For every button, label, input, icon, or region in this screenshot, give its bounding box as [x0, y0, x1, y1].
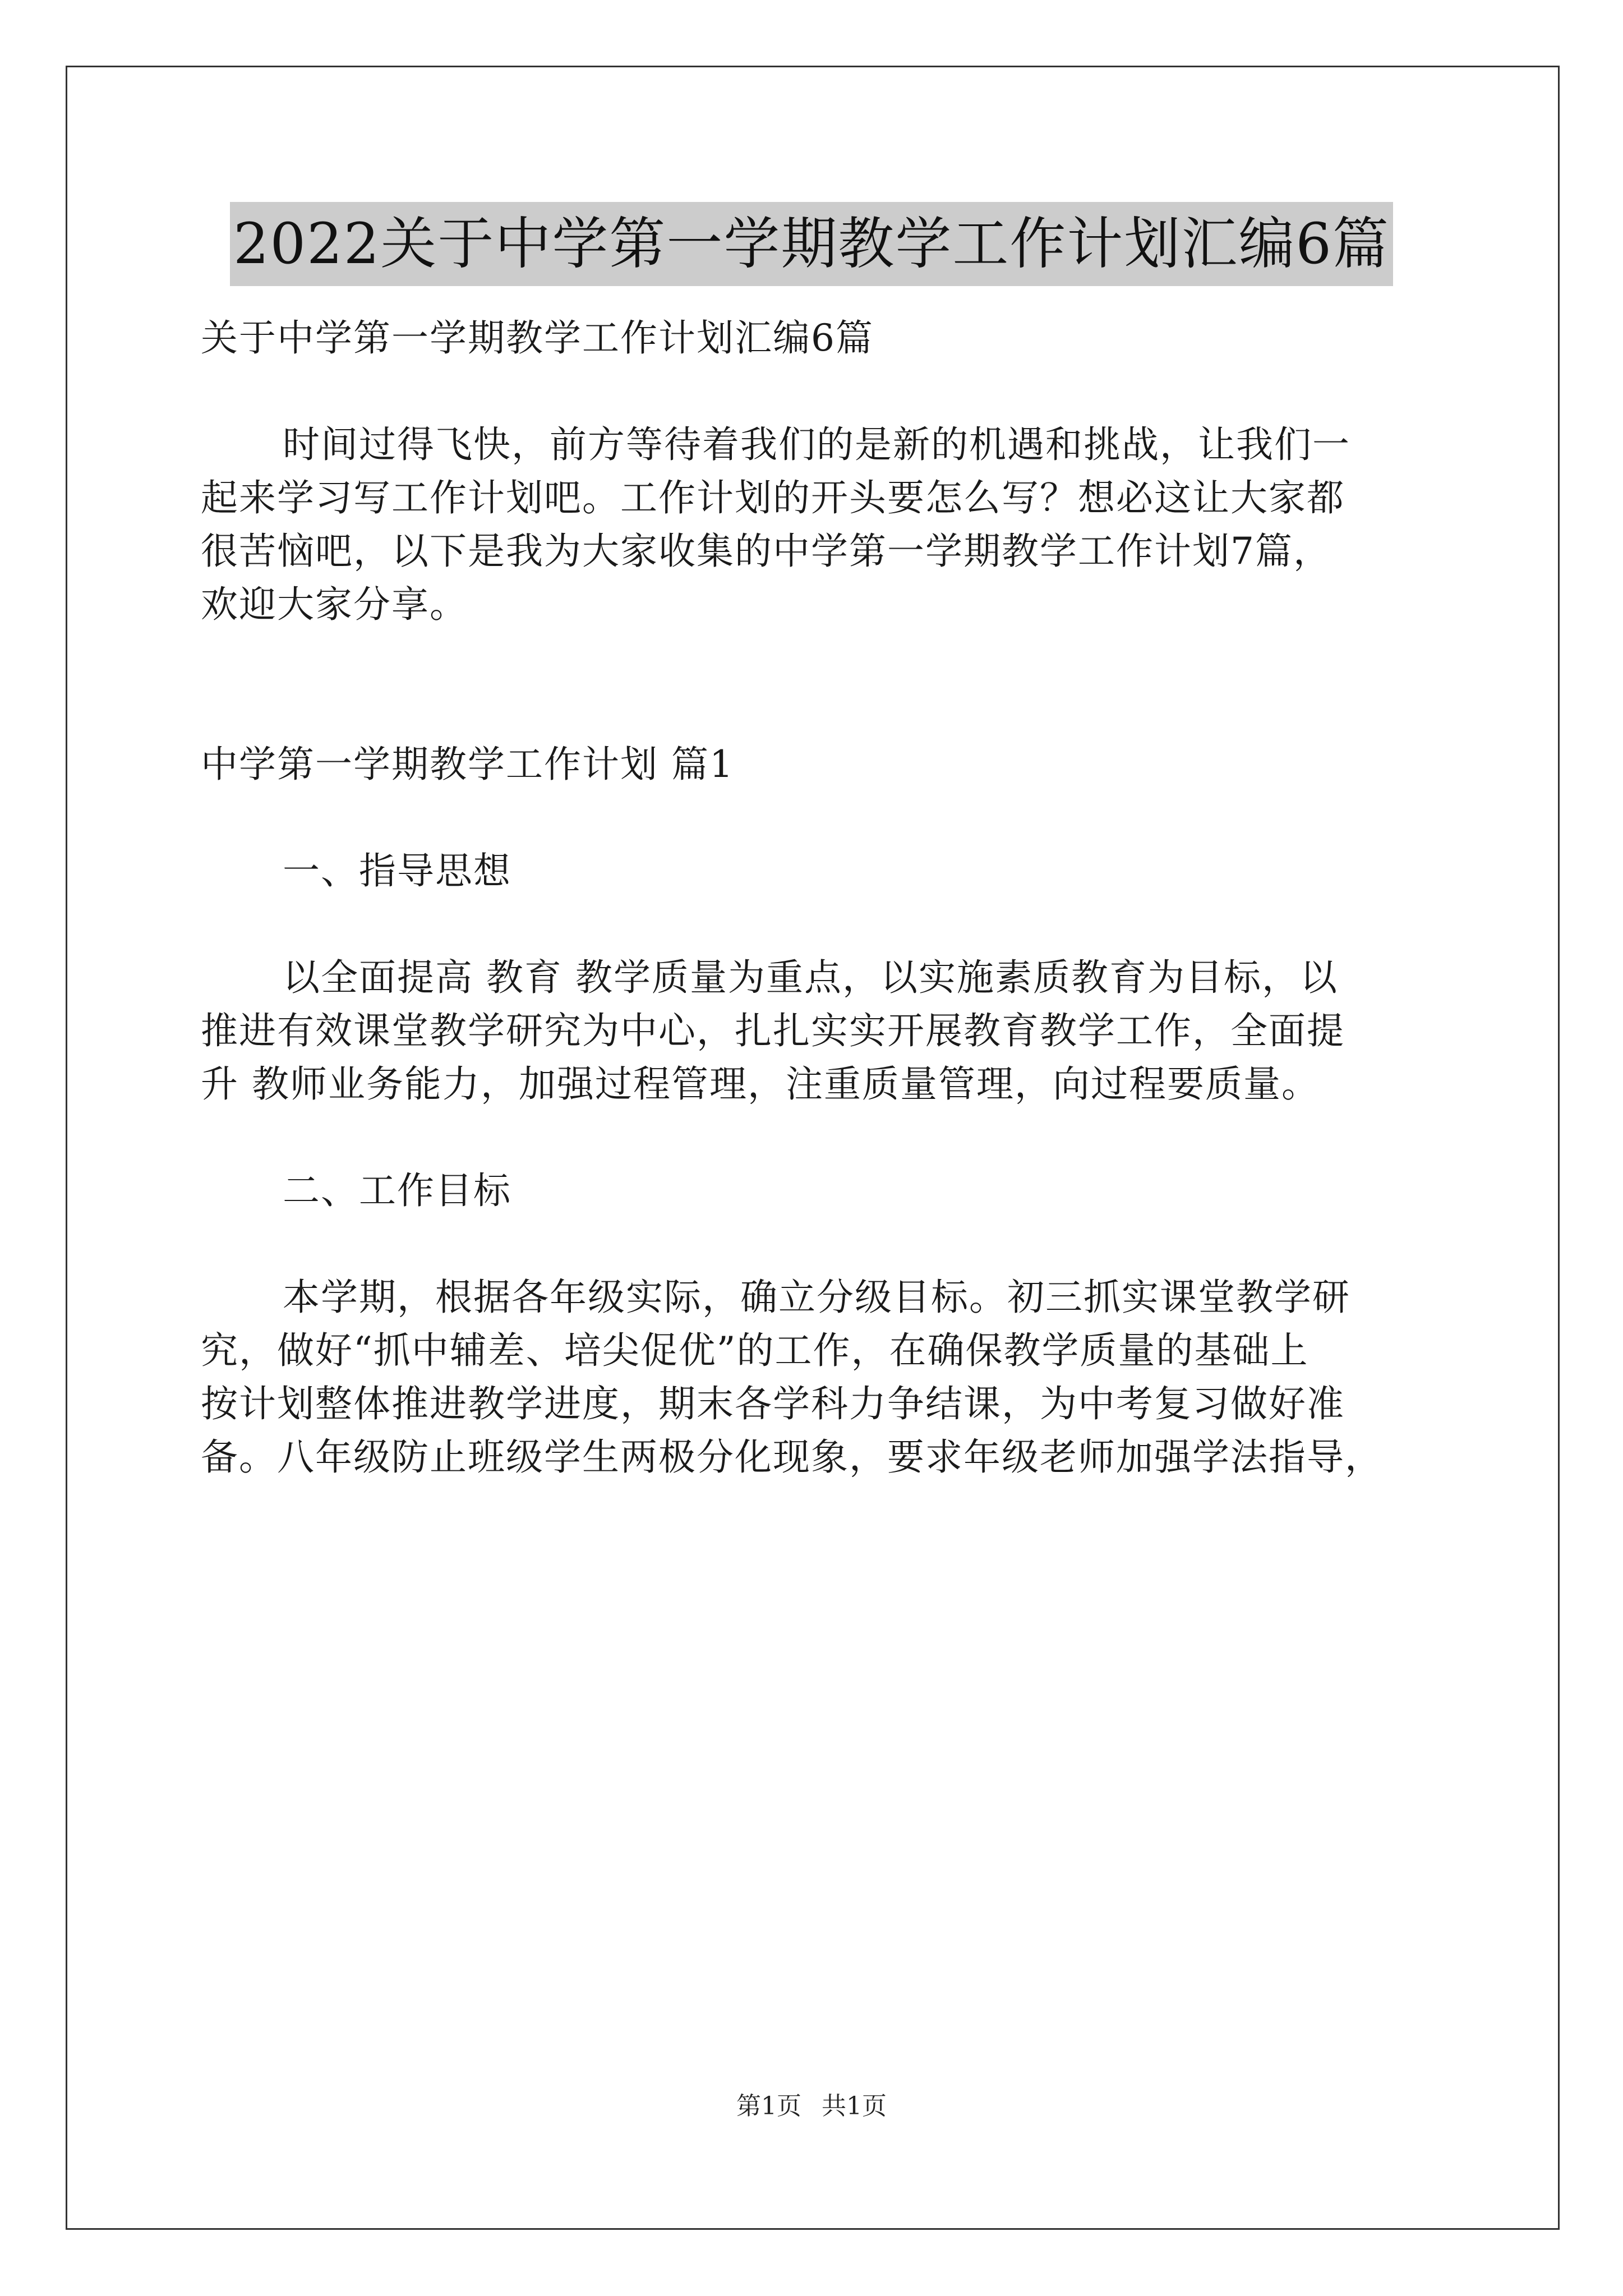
- heading-work-goals: 二、工作目标: [283, 1169, 511, 1212]
- para-1-line-3: 升 教师业务能力，加强过程管理，注重质量管理，向过程要质量。: [201, 1062, 1320, 1106]
- heading-guiding-thought: 一、指导思想: [283, 849, 511, 892]
- title-container: [0, 202, 1623, 286]
- intro-line-1: 时间过得飞快，前方等待着我们的是新的机遇和挑战，让我们一: [283, 423, 1350, 466]
- section-heading: 中学第一学期教学工作计划 篇1: [201, 743, 734, 786]
- para-2-line-1: 本学期，根据各年级实际，确立分级目标。初三抓实课堂教学研: [283, 1276, 1350, 1319]
- para-2-line-4: 备。八年级防止班级学生两极分化现象，要求年级老师加强学法指导，: [201, 1435, 1383, 1479]
- intro-line-3: 很苦恼吧，以下是我为大家收集的中学第一学期教学工作计划7篇，: [201, 530, 1331, 573]
- para-2-line-2: 究，做好“抓中辅差、培尖促优”的工作，在确保教学质量的基础上: [201, 1329, 1309, 1372]
- page-total: 共1页: [822, 2092, 887, 2120]
- document-subtitle: 关于中学第一学期教学工作计划汇编6篇: [201, 316, 874, 360]
- intro-line-4: 欢迎大家分享。: [201, 583, 468, 626]
- para-1-line-1: 以全面提高 教育 教学质量为重点，以实施素质教育为目标，以: [283, 956, 1338, 999]
- document-title: 2022关于中学第一学期教学工作计划汇编6篇: [230, 202, 1393, 286]
- intro-line-2: 起来学习写工作计划吧。工作计划的开头要怎么写？想必这让大家都: [201, 476, 1345, 519]
- document-body: [201, 311, 1429, 1484]
- para-2-line-3: 按计划整体推进教学进度，期末各学科力争结课，为中考复习做好准: [201, 1382, 1345, 1425]
- page-number: 第1页: [736, 2092, 801, 2120]
- para-1-line-2: 推进有效课堂教学研究为中心，扎扎实实开展教育教学工作，全面提: [201, 1009, 1345, 1052]
- page-footer: [0, 2090, 1623, 2123]
